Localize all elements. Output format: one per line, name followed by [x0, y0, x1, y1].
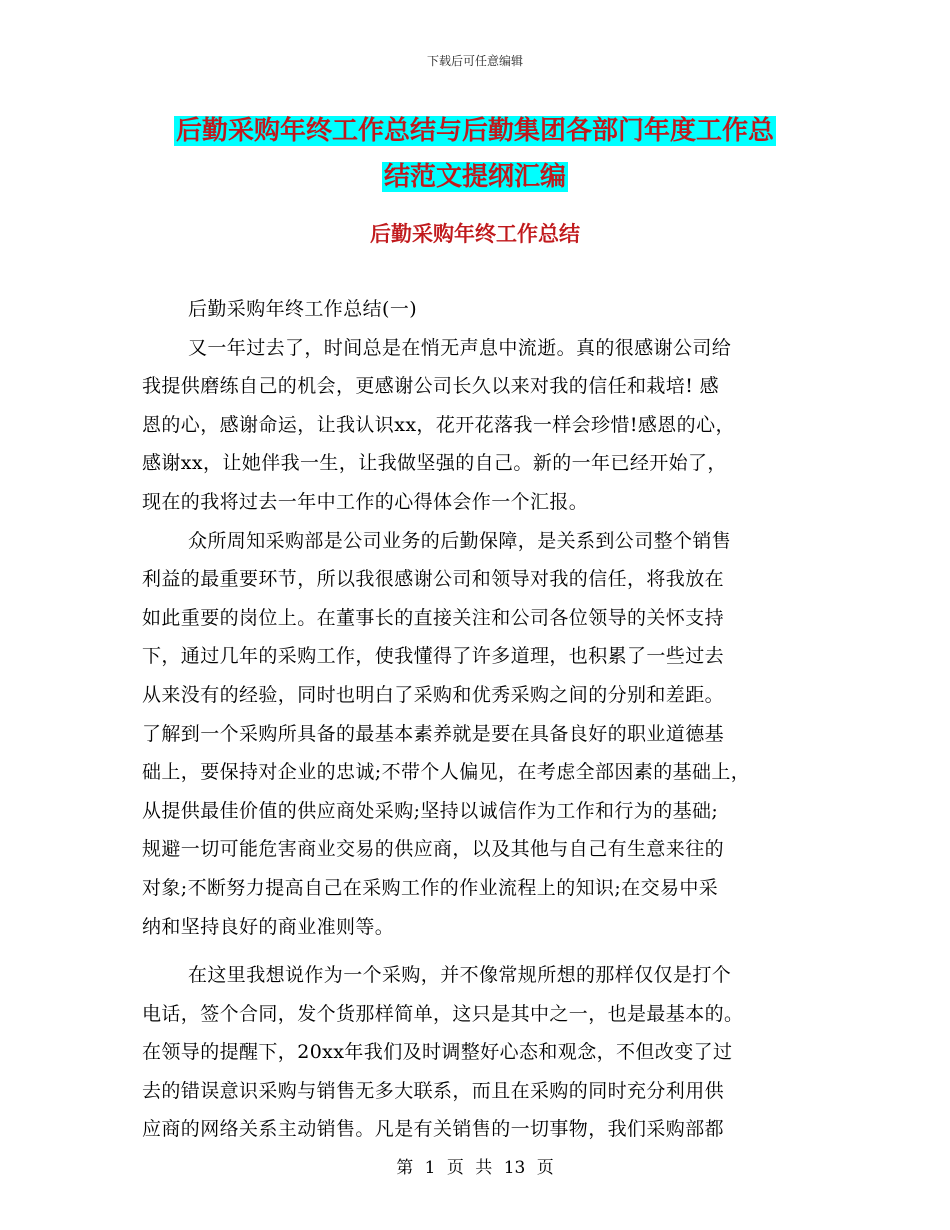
page-header: 下载后可任意编辑: [426, 54, 523, 68]
paragraph-line: 恩的心，感谢命运，让我认识xx，花开花落我一样会珍惜!感恩的心，: [142, 413, 735, 436]
paragraph-line: 对象;不断努力提高自己在采购工作的作业流程上的知识;在交易中采: [142, 876, 719, 899]
paragraph-line: 众所周知采购部是公司业务的后勤保障，是关系到公司整个销售: [188, 529, 732, 552]
paragraph-gap: [142, 946, 822, 956]
paragraph-line: 在这里我想说作为一个采购，并不像常规所想的那样仅仅是打个: [188, 964, 732, 987]
document-title: [0, 108, 950, 200]
paragraph-line: 去的错误意识采购与销售无多大联系，而且在采购的同时充分利用供: [142, 1079, 725, 1102]
paragraph-line: 如此重要的岗位上。在董事长的直接关注和公司各位领导的关怀支持: [142, 606, 725, 629]
paragraph-line: 现在的我将过去一年中工作的心得体会作一个汇报。: [142, 490, 589, 513]
section-title: 后勤采购年终工作总结: [370, 222, 580, 246]
paragraph-line: 利益的最重要环节，所以我很感谢公司和领导对我的信任，将我放在: [142, 568, 725, 591]
paragraph-line: 我提供磨练自己的机会，更感谢公司长久以来对我的信任和栽培! 感: [142, 375, 720, 398]
paragraph-line: 在领导的提醒下，20xx年我们及时调整好心态和观念，不但改变了过: [142, 1041, 733, 1064]
paragraph-line: 后勤采购年终工作总结(一): [188, 298, 418, 320]
paragraph-line: 又一年过去了，时间总是在悄无声息中流逝。真的很感谢公司给: [188, 336, 732, 359]
paragraph-line: 应商的网络关系主动销售。凡是有关销售的一切事物，我们采购部都: [142, 1118, 725, 1141]
paragraph-line: 从来没有的经验，同时也明白了采购和优秀采购之间的分别和差距。: [142, 683, 725, 706]
paragraph-line: 础上，要保持对企业的忠诚;不带个人偏见，在考虑全部因素的基础上，: [142, 761, 751, 784]
paragraph-line: 纳和坚持良好的商业准则等。: [142, 915, 395, 938]
paragraph-line: 感谢xx，让她伴我一生，让我做坚强的自己。新的一年已经开始了，: [142, 452, 727, 475]
paragraph-line: 了解到一个采购所具备的最基本素养就是要在具备良好的职业道德基: [142, 722, 725, 745]
paragraph-line: 规避一切可能危害商业交易的供应商，以及其他与自己有生意来往的: [142, 838, 725, 861]
body-text: [142, 290, 822, 1149]
document-title-line-1: 后勤采购年终工作总结与后勤集团各部门年度工作总: [175, 116, 774, 146]
page-footer: 第 1 页 共 13 页: [396, 1158, 554, 1178]
paragraph-line: 从提供最佳价值的供应商处采购;坚持以诚信作为工作和行为的基础;: [142, 799, 719, 822]
paragraph-line: 下，通过几年的采购工作，使我懂得了许多道理，也积累了一些过去: [142, 645, 725, 668]
paragraph-line: 电话，签个合同，发个货那样简单，这只是其中之一，也是最基本的。: [142, 1002, 744, 1025]
document-title-line-2: 结范文提纲汇编: [383, 162, 566, 192]
